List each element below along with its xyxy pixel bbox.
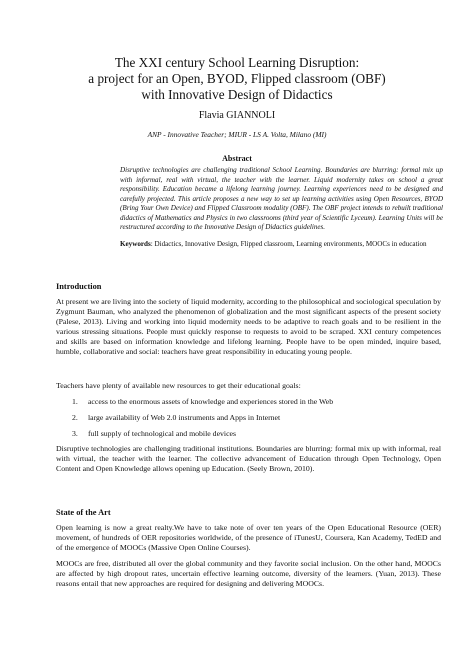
title-line-1: The XXI century School Learning Disruption:: [114, 55, 360, 70]
state-of-art-paragraph-1: Open learning is now a great realty.We have to take note of over ten years of the Open Educational Resource (OER) movement, of hundreds of OER repositories worldwide, of the presence of iTunesU, Coursera, Kan Academy, TedED and of the emergence of MOOCs (Massive Open Online Courses).: [56, 523, 441, 553]
list-item-number: 1.: [72, 397, 78, 406]
list-item: [72, 397, 333, 406]
author-name: Flavia GIANNOLI: [198, 110, 276, 121]
author-affiliation: ANP - Innovative Teacher; MIUR - LS A. Volta, Milano (MI): [147, 130, 327, 139]
state-of-art-paragraph-2: MOOCs are free, distributed all over the global community and they favorite social inclusion. On the other hand, MOOCs are affected by high dropout rates, uncertain effective learning outcome, diversity of the learners. (Yuan, 2013). These reasons entail that new approaches are required for designing and delivering MOOCs.: [56, 559, 441, 589]
keywords-text: : Didactics, Innovative Design, Flipped classroom, Learning environments, MOOCs in education: [150, 240, 427, 248]
state-of-art-heading: State of the Art: [56, 508, 111, 517]
list-item-number: 2.: [72, 413, 78, 422]
abstract-text: Disruptive technologies are challenging traditional School Learning. Boundaries are blurring: formal mix up with informal, real with virtual, the teacher with the learner. Liquid modernity takes on school a great responsibility. Education became a lifelong learning journey. Learning experiences need to be designed and carefully projected. This article proposes a new way to set up learning activities using Open Resources, BYOD (Bring Your Own Device) and Flipped Classroom modality (OBF). The OBF project intends to rebuilt traditional didactics of Mathematics and Physics in two classrooms (third year of Scientific Lyceum). Learning Units will be restructured according to the Innovative Design of Didactics guidelines.: [120, 166, 443, 232]
abstract-heading: Abstract: [222, 154, 252, 163]
list-item-number: 3.: [72, 429, 78, 438]
list-item-text: access to the enormous assets of knowledge and experiences stored in the Web: [87, 397, 334, 406]
introduction-paragraph-2: Teachers have plenty of available new resources to get their educational goals:: [56, 381, 301, 390]
keywords-label: Keywords: [120, 240, 151, 248]
list-item: [72, 413, 280, 422]
introduction-paragraph-1: At present we are living into the society of liquid modernity, according to the philosophical and sociological speculation by Zygmunt Bauman, who analyzed the phenomenon of globalization and the most significant aspects of the present society (Palese, 2013). Living and working into liquid modernity needs to be adaptive to reach goals and to be resilient in the various stressing situations. People must quickly response to requests to avoid to be scraped. XXI century competences and skills are based on information knowledge and lifelong learning. People have to be open minded, inquire based, humble, collaborative and social: teachers have great responsibility in educating young people.: [56, 297, 441, 357]
introduction-paragraph-3: Disruptive technologies are challenging traditional institutions. Boundaries are blurring: formal mix up with informal, real with virtual, the teacher with the learner. The collective advancement of Education through Open Technology, Open Content and Open Knowledge allows opening up Education. (Seely Brown, 2010).: [56, 444, 441, 474]
introduction-heading: Introduction: [56, 282, 102, 291]
title-line-3: with Innovative Design of Didactics: [141, 87, 333, 102]
keywords: [120, 240, 443, 250]
title-line-2: a project for an Open, BYOD, Flipped classroom (OBF): [88, 71, 386, 86]
paper-title: [40, 55, 434, 103]
list-item: [72, 429, 236, 438]
list-item-text: large availability of Web 2.0 instruments and Apps in Internet: [87, 413, 281, 422]
list-item-text: full supply of technological and mobile devices: [87, 429, 237, 438]
